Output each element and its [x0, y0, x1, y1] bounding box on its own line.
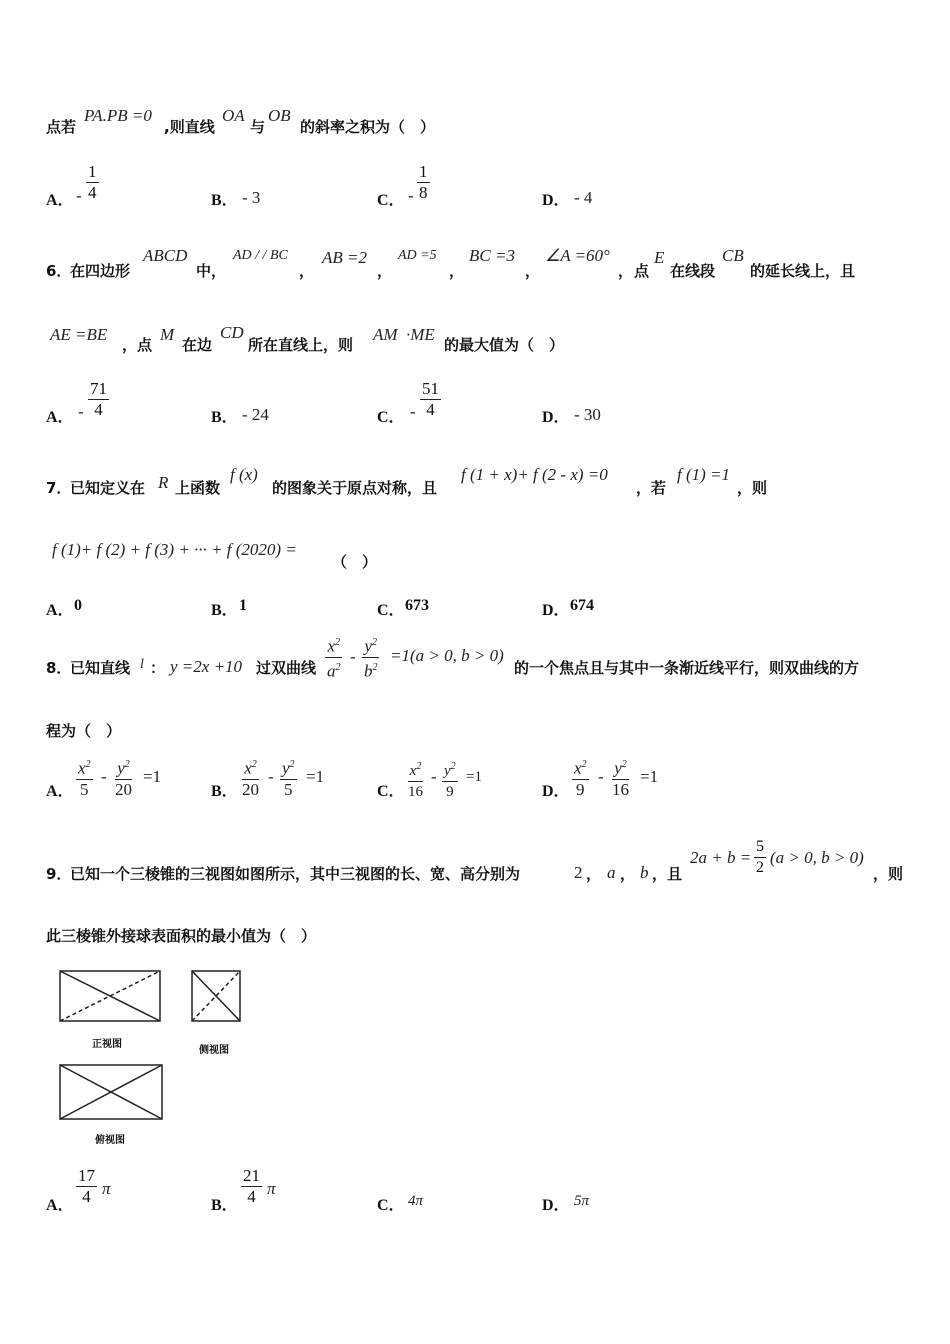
option-label[interactable]: C．: [377, 783, 405, 800]
fraction: $\frac{71}{4}$: [90, 379, 107, 419]
fraction: $\frac{x^2}{16}$: [406, 757, 425, 802]
option-label[interactable]: D．: [542, 1197, 570, 1214]
fraction: $\frac{y^2}{5}$: [280, 755, 297, 800]
option-label[interactable]: A．: [46, 783, 74, 800]
option-label[interactable]: B．: [211, 192, 238, 209]
side-view-label: 侧视图: [199, 1045, 229, 1056]
option-label[interactable]: A．: [46, 1197, 74, 1214]
fraction: $\frac{5}{2}$: [756, 838, 764, 876]
front-view-label: 正视图: [92, 1039, 122, 1050]
option-label[interactable]: B．: [211, 1197, 238, 1214]
fraction: $\frac{x^2}{5}$: [76, 755, 93, 800]
fraction: $\frac{51}{4}$: [422, 379, 439, 419]
option-label[interactable]: A．: [46, 602, 74, 619]
fraction: $\frac{y^2}{20}$: [113, 755, 134, 800]
top-view-label: 俯视图: [95, 1135, 125, 1146]
fraction: $\frac{17}{4}$: [78, 1166, 95, 1206]
fraction: $\frac{y^2}{16}$: [610, 755, 631, 800]
option-label[interactable]: D．: [542, 192, 570, 209]
fraction: $\frac{y^2}{9}$: [442, 757, 458, 802]
fraction: $\frac{1}{8}$: [419, 162, 428, 202]
option-label[interactable]: D．: [542, 602, 570, 619]
option-label[interactable]: C．: [377, 409, 405, 426]
fraction: $\frac{y^2}{b^2}$: [362, 633, 380, 681]
option-label[interactable]: B．: [211, 409, 238, 426]
fraction: $\frac{x^2}{20}$: [240, 755, 261, 800]
option-label[interactable]: C．: [377, 192, 405, 209]
fraction: $\frac{21}{4}$: [243, 1166, 260, 1206]
fraction: $\frac{x^2}{9}$: [572, 755, 589, 800]
option-label[interactable]: A．: [46, 192, 74, 209]
fraction: $\frac{1}{4}$: [88, 162, 97, 202]
option-label[interactable]: D．: [542, 409, 570, 426]
option-label[interactable]: A．: [46, 409, 74, 426]
option-label[interactable]: B．: [211, 602, 238, 619]
option-label[interactable]: C．: [377, 1197, 405, 1214]
option-label[interactable]: C．: [377, 602, 405, 619]
fraction: $\frac{x^2}{a^2}$: [325, 633, 343, 681]
option-label[interactable]: B．: [211, 783, 238, 800]
option-label[interactable]: D．: [542, 783, 570, 800]
